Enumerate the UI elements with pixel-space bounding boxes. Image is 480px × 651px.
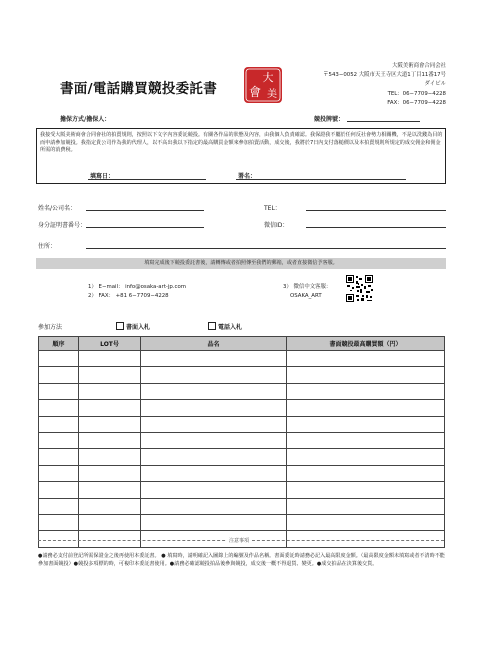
seal-char-3: 會 xyxy=(248,85,262,99)
cell-lot[interactable] xyxy=(79,482,141,498)
id-number-label: 身分証明書番号： xyxy=(38,222,87,229)
submit-instructions-banner: 填寫完成後下競投委託書後，請轉傳或者拍照傳至我們的郵箱，或者直接微信予客服。 xyxy=(36,258,446,269)
wechat-service-label: 3） 微信中文客服： xyxy=(283,284,332,290)
cell-max-bid[interactable] xyxy=(287,383,445,399)
cell-lot[interactable] xyxy=(79,514,141,530)
cell-item-name[interactable] xyxy=(141,383,287,399)
table-row xyxy=(39,514,445,530)
cell-lot[interactable] xyxy=(79,383,141,399)
cell-order[interactable] xyxy=(39,432,79,448)
cell-order[interactable] xyxy=(39,400,79,416)
cell-max-bid[interactable] xyxy=(287,351,445,367)
cell-order[interactable] xyxy=(39,498,79,514)
cell-max-bid[interactable] xyxy=(287,400,445,416)
company-tel: TEL：06−7709−4228 xyxy=(387,90,446,97)
company-name: 大阪美術商會合同会社 xyxy=(392,63,446,69)
table-row xyxy=(39,400,445,416)
table-row xyxy=(39,482,445,498)
name-field[interactable] xyxy=(86,210,204,211)
col-order: 順序 xyxy=(39,337,79,351)
cell-max-bid[interactable] xyxy=(287,449,445,465)
col-item-name: 品名 xyxy=(141,337,287,351)
notice-title: 注意事項 xyxy=(226,537,252,544)
tel-field[interactable] xyxy=(306,210,446,211)
cell-item-name[interactable] xyxy=(141,400,287,416)
phone-bid-option[interactable] xyxy=(208,322,242,331)
notice-text: ●請務必支付前登記所需保證金之後再使用本委託書。 ● 填寫時，請明確記入圖錄上的編號及作品名稱。書面委託時請務必記入最高限度金額。（最高限度金額未填寫或者不清時不能參加書面競投）●競投多項標的時，可複印本委託書使用。●請務必確認競投拍品後參與競投，成交後一概不得退貨、變更。●成交拍品在決算後交貨。 xyxy=(38,553,445,568)
company-fax: FAX：06−7709−4228 xyxy=(387,99,446,106)
address-label: 住所： xyxy=(38,243,57,250)
cell-max-bid[interactable] xyxy=(287,432,445,448)
signature-field[interactable] xyxy=(236,179,406,180)
date-field[interactable] xyxy=(88,179,206,180)
cell-lot[interactable] xyxy=(79,367,141,383)
form-title: 書面/電話購買競投委託書 xyxy=(60,81,218,97)
participation-method-label: 參加方法 xyxy=(38,324,63,331)
address-field[interactable] xyxy=(86,248,446,249)
contact-email[interactable]: 1） E−mail： info@osaka-art-jp.com xyxy=(88,284,187,290)
cell-item-name[interactable] xyxy=(141,482,287,498)
table-row xyxy=(39,416,445,432)
cell-item-name[interactable] xyxy=(141,416,287,432)
wechat-field[interactable] xyxy=(306,227,446,228)
agreement-text: 我接受大阪美術商會合同會社的拍賣規則，按照以下文字內容委託競投。有關各作品的狀態及內容，由我個人負責確認。我保證我不屬於任何反社會勢力相關機，不是以洗錢為目的而申請參加競投。我指定貴公司作為我的代理人，以不高出我以下指定的最高購買金額來參加拍賣活動，成交後，我將於7日內支付落槌價以及本拍賣規則所規定的成交佣金和佣金所需的消費稅。 xyxy=(40,132,443,154)
wechat-qr-code-icon xyxy=(345,274,374,303)
seal-char-2: 美 xyxy=(267,89,277,100)
company-address-1: 〒543−0052 大阪市天王寺区大道1丁目11番17号 xyxy=(323,72,446,79)
cell-lot[interactable] xyxy=(79,432,141,448)
written-bid-option[interactable] xyxy=(116,322,150,331)
company-address-2: ダイビル xyxy=(424,81,446,88)
cell-order[interactable] xyxy=(39,367,79,383)
name-label: 姓名/公司名： xyxy=(38,205,77,212)
cell-lot[interactable] xyxy=(79,465,141,481)
cell-lot[interactable] xyxy=(79,449,141,465)
cell-order[interactable] xyxy=(39,465,79,481)
cell-item-name[interactable] xyxy=(141,432,287,448)
table-row xyxy=(39,383,445,399)
cell-max-bid[interactable] xyxy=(287,514,445,530)
written-bid-checkbox[interactable] xyxy=(116,322,124,330)
cell-max-bid[interactable] xyxy=(287,498,445,514)
cell-max-bid[interactable] xyxy=(287,531,445,547)
paddle-number-field[interactable] xyxy=(347,121,420,122)
table-row xyxy=(39,449,445,465)
cell-max-bid[interactable] xyxy=(287,367,445,383)
cell-item-name[interactable] xyxy=(141,449,287,465)
cell-lot[interactable] xyxy=(79,531,141,547)
cell-order[interactable] xyxy=(39,416,79,432)
cell-item-name[interactable] xyxy=(141,465,287,481)
table-row xyxy=(39,465,445,481)
table-row xyxy=(39,351,445,367)
paddle-label: 競投牌號： xyxy=(314,116,345,123)
date-label: 填寫日： xyxy=(90,173,115,180)
cell-max-bid[interactable] xyxy=(287,416,445,432)
cell-max-bid[interactable] xyxy=(287,482,445,498)
cell-lot[interactable] xyxy=(79,351,141,367)
cell-lot[interactable] xyxy=(79,416,141,432)
seal-char-1: 大 xyxy=(262,71,274,84)
wechat-service-id: OSAKA_ART xyxy=(290,293,322,299)
cell-order[interactable] xyxy=(39,351,79,367)
id-number-field[interactable] xyxy=(86,227,204,228)
cell-item-name[interactable] xyxy=(141,498,287,514)
col-lot: LOT号 xyxy=(79,337,141,351)
written-bid-label: 書面入札 xyxy=(126,324,151,331)
wechat-contact xyxy=(283,283,331,301)
bid-table-header xyxy=(39,337,445,351)
wechat-label: 微信ID： xyxy=(264,222,289,229)
cell-order[interactable] xyxy=(39,449,79,465)
signature-label: 署名： xyxy=(238,173,257,180)
company-seal-logo xyxy=(243,66,283,104)
contact-fax: 2） FAX： +81 6−7709−4228 xyxy=(88,293,169,299)
cell-lot[interactable] xyxy=(79,400,141,416)
cell-item-name[interactable] xyxy=(141,367,287,383)
phone-bid-checkbox[interactable] xyxy=(208,322,216,330)
bid-table xyxy=(38,336,445,548)
cell-order[interactable] xyxy=(39,531,79,547)
cell-order[interactable] xyxy=(39,383,79,399)
cell-order[interactable] xyxy=(39,514,79,530)
table-row xyxy=(39,432,445,448)
contact-list xyxy=(88,283,186,301)
cell-max-bid[interactable] xyxy=(287,465,445,481)
bid-table-body xyxy=(39,351,445,548)
cell-order[interactable] xyxy=(39,482,79,498)
phone-bid-label: 電話入札 xyxy=(218,324,243,331)
table-row xyxy=(39,498,445,514)
cell-lot[interactable] xyxy=(79,498,141,514)
tel-label: TEL： xyxy=(264,205,281,212)
cell-item-name[interactable] xyxy=(141,351,287,367)
col-max-bid: 書面競投最高購買額（円） xyxy=(287,337,445,351)
cell-item-name[interactable] xyxy=(141,531,287,547)
table-row xyxy=(39,367,445,383)
company-info xyxy=(320,62,446,108)
cell-item-name[interactable] xyxy=(141,514,287,530)
handler-label: 擔保方式/擔保人： xyxy=(60,116,111,123)
